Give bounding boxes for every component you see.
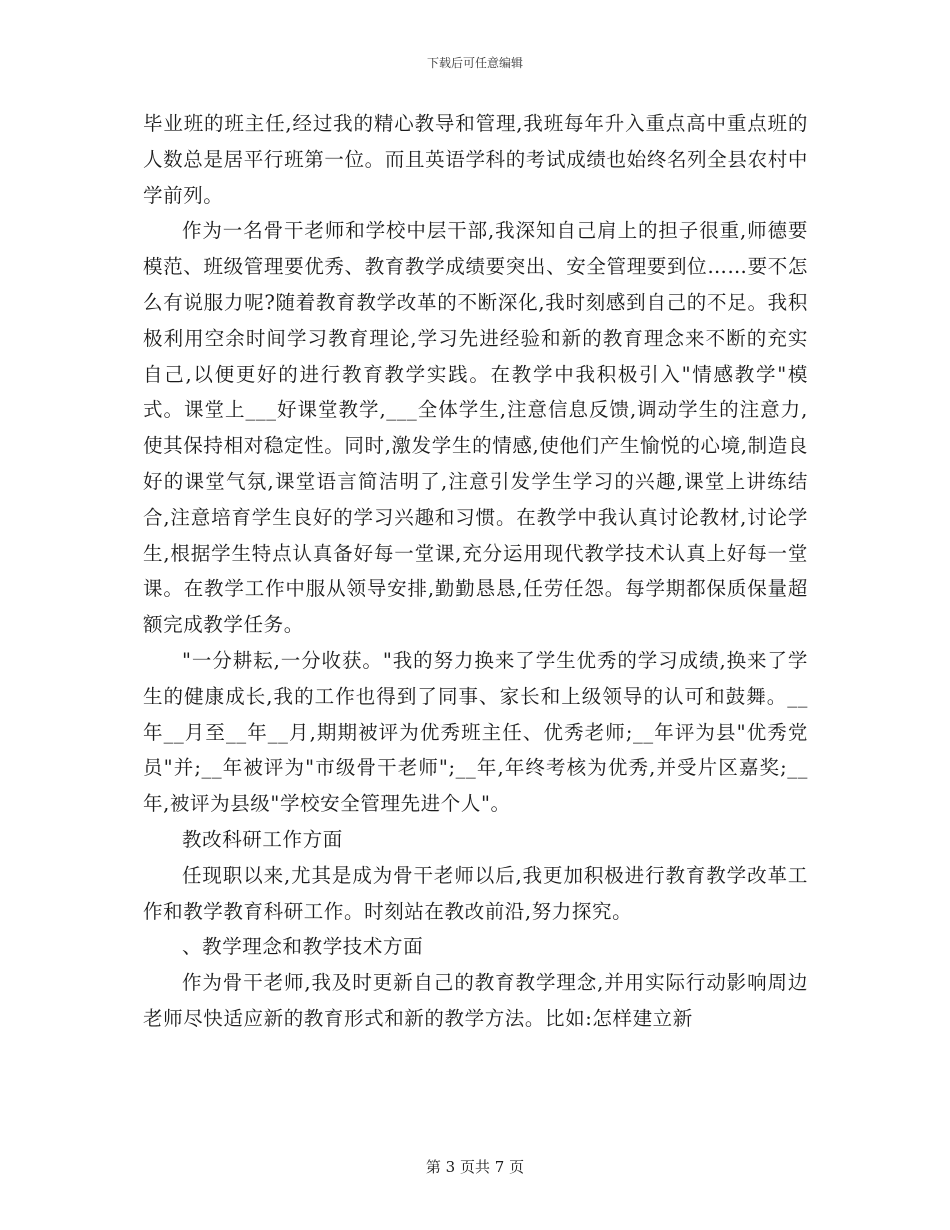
- section-heading-concepts: 、教学理念和教学技术方面: [182, 935, 424, 959]
- document-body: [143, 106, 808, 1037]
- paragraph-continuation: 毕业班的班主任,经过我的精心教导和管理,我班每年升入重点高中重点班的人数总是居平行班第一位。而且英语学科的考试成绩也始终名列全县农村中学前列。: [143, 112, 808, 207]
- paragraph-teaching-practice: 作为一名骨干老师和学校中层干部,我深知自己肩上的担子很重,师德要模范、班级管理要优秀、教育教学成绩要突出、安全管理要到位……要不怎么有说服力呢?随着教育教学改革的不断深化,我时刻感到自己的不足。我积极利用空余时间学习教育理论,学习先进经验和新的教育理念来不断的充实自己,以便更好的进行教育教学实践。在教学中我积极引入"情感教学"模式。课堂上___好课堂教学,___全体学生,注意信息反馈,调动学生的注意力,使其保持相对稳定性。同时,激发学生的情感,使他们产生愉悦的心境,制造良好的课堂气氛,课堂语言简洁明了,注意引发学生学习的兴趣,课堂上讲练结合,注意培育学生良好的学习兴趣和习惯。在教学中我认真讨论教材,讨论学生,根据学生特点认真备好每一堂课,充分运用现代教学技术认真上好每一堂课。在教学工作中服从领导安排,勤勤恳恳,任劳任怨。每学期都保质保量超额完成教学任务。: [143, 219, 808, 637]
- page-header: 下载后可任意编辑: [426, 56, 523, 70]
- section-heading-research: 教改科研工作方面: [182, 827, 343, 851]
- paragraph-concepts: 作为骨干老师,我及时更新自己的教育教学理念,并用实际行动影响周边老师尽快适应新的教育形式和新的教学方法。比如:怎样建立新: [143, 971, 808, 1030]
- paragraph-achievements: "一分耕耘,一分收获。"我的努力换来了学生优秀的学习成绩,换来了学生的健康成长,我的工作也得到了同事、家长和上级领导的认可和鼓舞。__年__月至__年__月,期期被评为优秀班主任、优秀老师;__年评为县"优秀党员"并;__年被评为"市级骨干老师";__年,年终考核为优秀,并受片区嘉奖;__年,被评为县级"学校安全管理先进个人"。: [143, 648, 808, 816]
- page-footer: 第 3 页共 7 页: [425, 1158, 525, 1176]
- paragraph-research: 任现职以来,尤其是成为骨干老师以后,我更加积极进行教育教学改革工作和教学教育科研工作。时刻站在教改前沿,努力探究。: [143, 863, 808, 923]
